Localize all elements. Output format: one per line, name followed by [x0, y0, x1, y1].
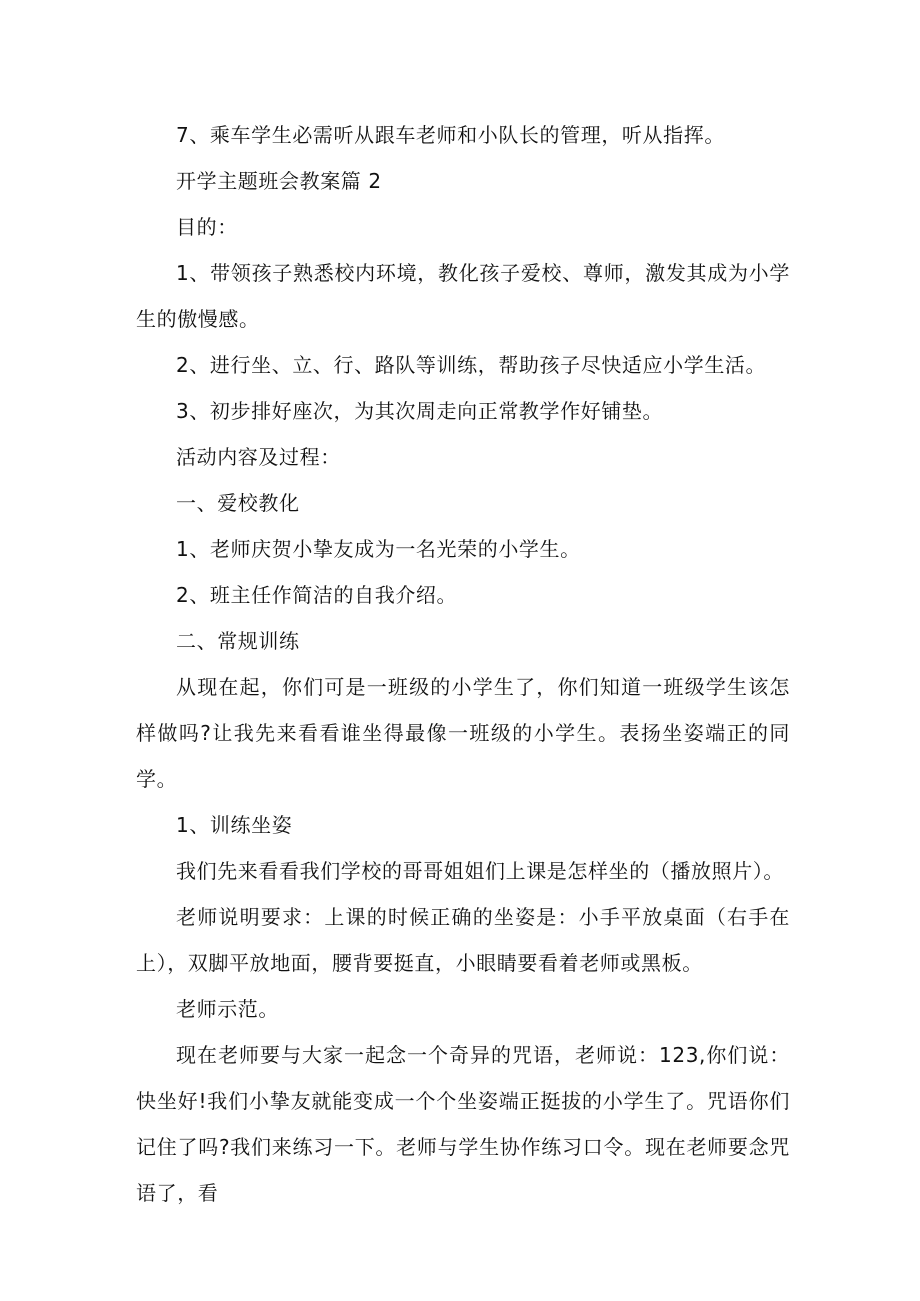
subheading-school-love-education: 一、爱校教化 [176, 491, 300, 515]
paragraph-purpose-1: 1、带领孩子熟悉校内环境，教化孩子爱校、尊师，激发其成为小学生的傲慢感。 [136, 261, 790, 331]
paragraph-congratulate: 1、老师庆贺小挚友成为一名光荣的小学生。 [176, 537, 581, 561]
document-body [136, 112, 790, 1216]
paragraph-activity-label: 活动内容及过程： [176, 445, 341, 469]
paragraph-purpose-label: 目的： [176, 215, 238, 239]
paragraph-magic-spell: 现在老师要与大家一起念一个奇异的咒语，老师说：123,你们说：快坐好!我们小挚友就能变成一个个坐姿端正挺拔的小学生了。咒语你们记住了吗?我们来练习一下。老师与学生协作练习口令。现在老师要念咒语了，看 [136, 1043, 790, 1205]
paragraph-self-introduction: 2、班主任作简洁的自我介绍。 [176, 583, 458, 607]
paragraph-watch-photos: 我们先来看看我们学校的哥哥姐姐们上课是怎样坐的（播放照片）。 [176, 859, 784, 883]
subheading-routine-training: 二、常规训练 [176, 629, 300, 653]
paragraph-purpose-2: 2、进行坐、立、行、路队等训练，帮助孩子尽快适应小学生活。 [176, 353, 767, 377]
paragraph-purpose-3: 3、初步排好座次，为其次周走向正常教学作好铺垫。 [176, 399, 664, 423]
paragraph-posture-requirements: 老师说明要求：上课的时候正确的坐姿是：小手平放桌面（右手在上），双脚平放地面，腰背要挺直，小眼睛要看着老师或黑板。 [136, 905, 790, 975]
paragraph-routine-intro: 从现在起，你们可是一班级的小学生了，你们知道一班级学生该怎样做吗?让我先来看看谁坐得最像一班级的小学生。表扬坐姿端正的同学。 [136, 675, 790, 791]
paragraph-teacher-demo: 老师示范。 [176, 997, 279, 1021]
subheading-sitting-posture: 1、训练坐姿 [176, 813, 293, 837]
paragraph-rule-7: 7、乘车学生必需听从跟车老师和小队长的管理，听从指挥。 [176, 123, 725, 147]
section-heading-lesson-plan-2: 开学主题班会教案篇 2 [176, 169, 382, 193]
